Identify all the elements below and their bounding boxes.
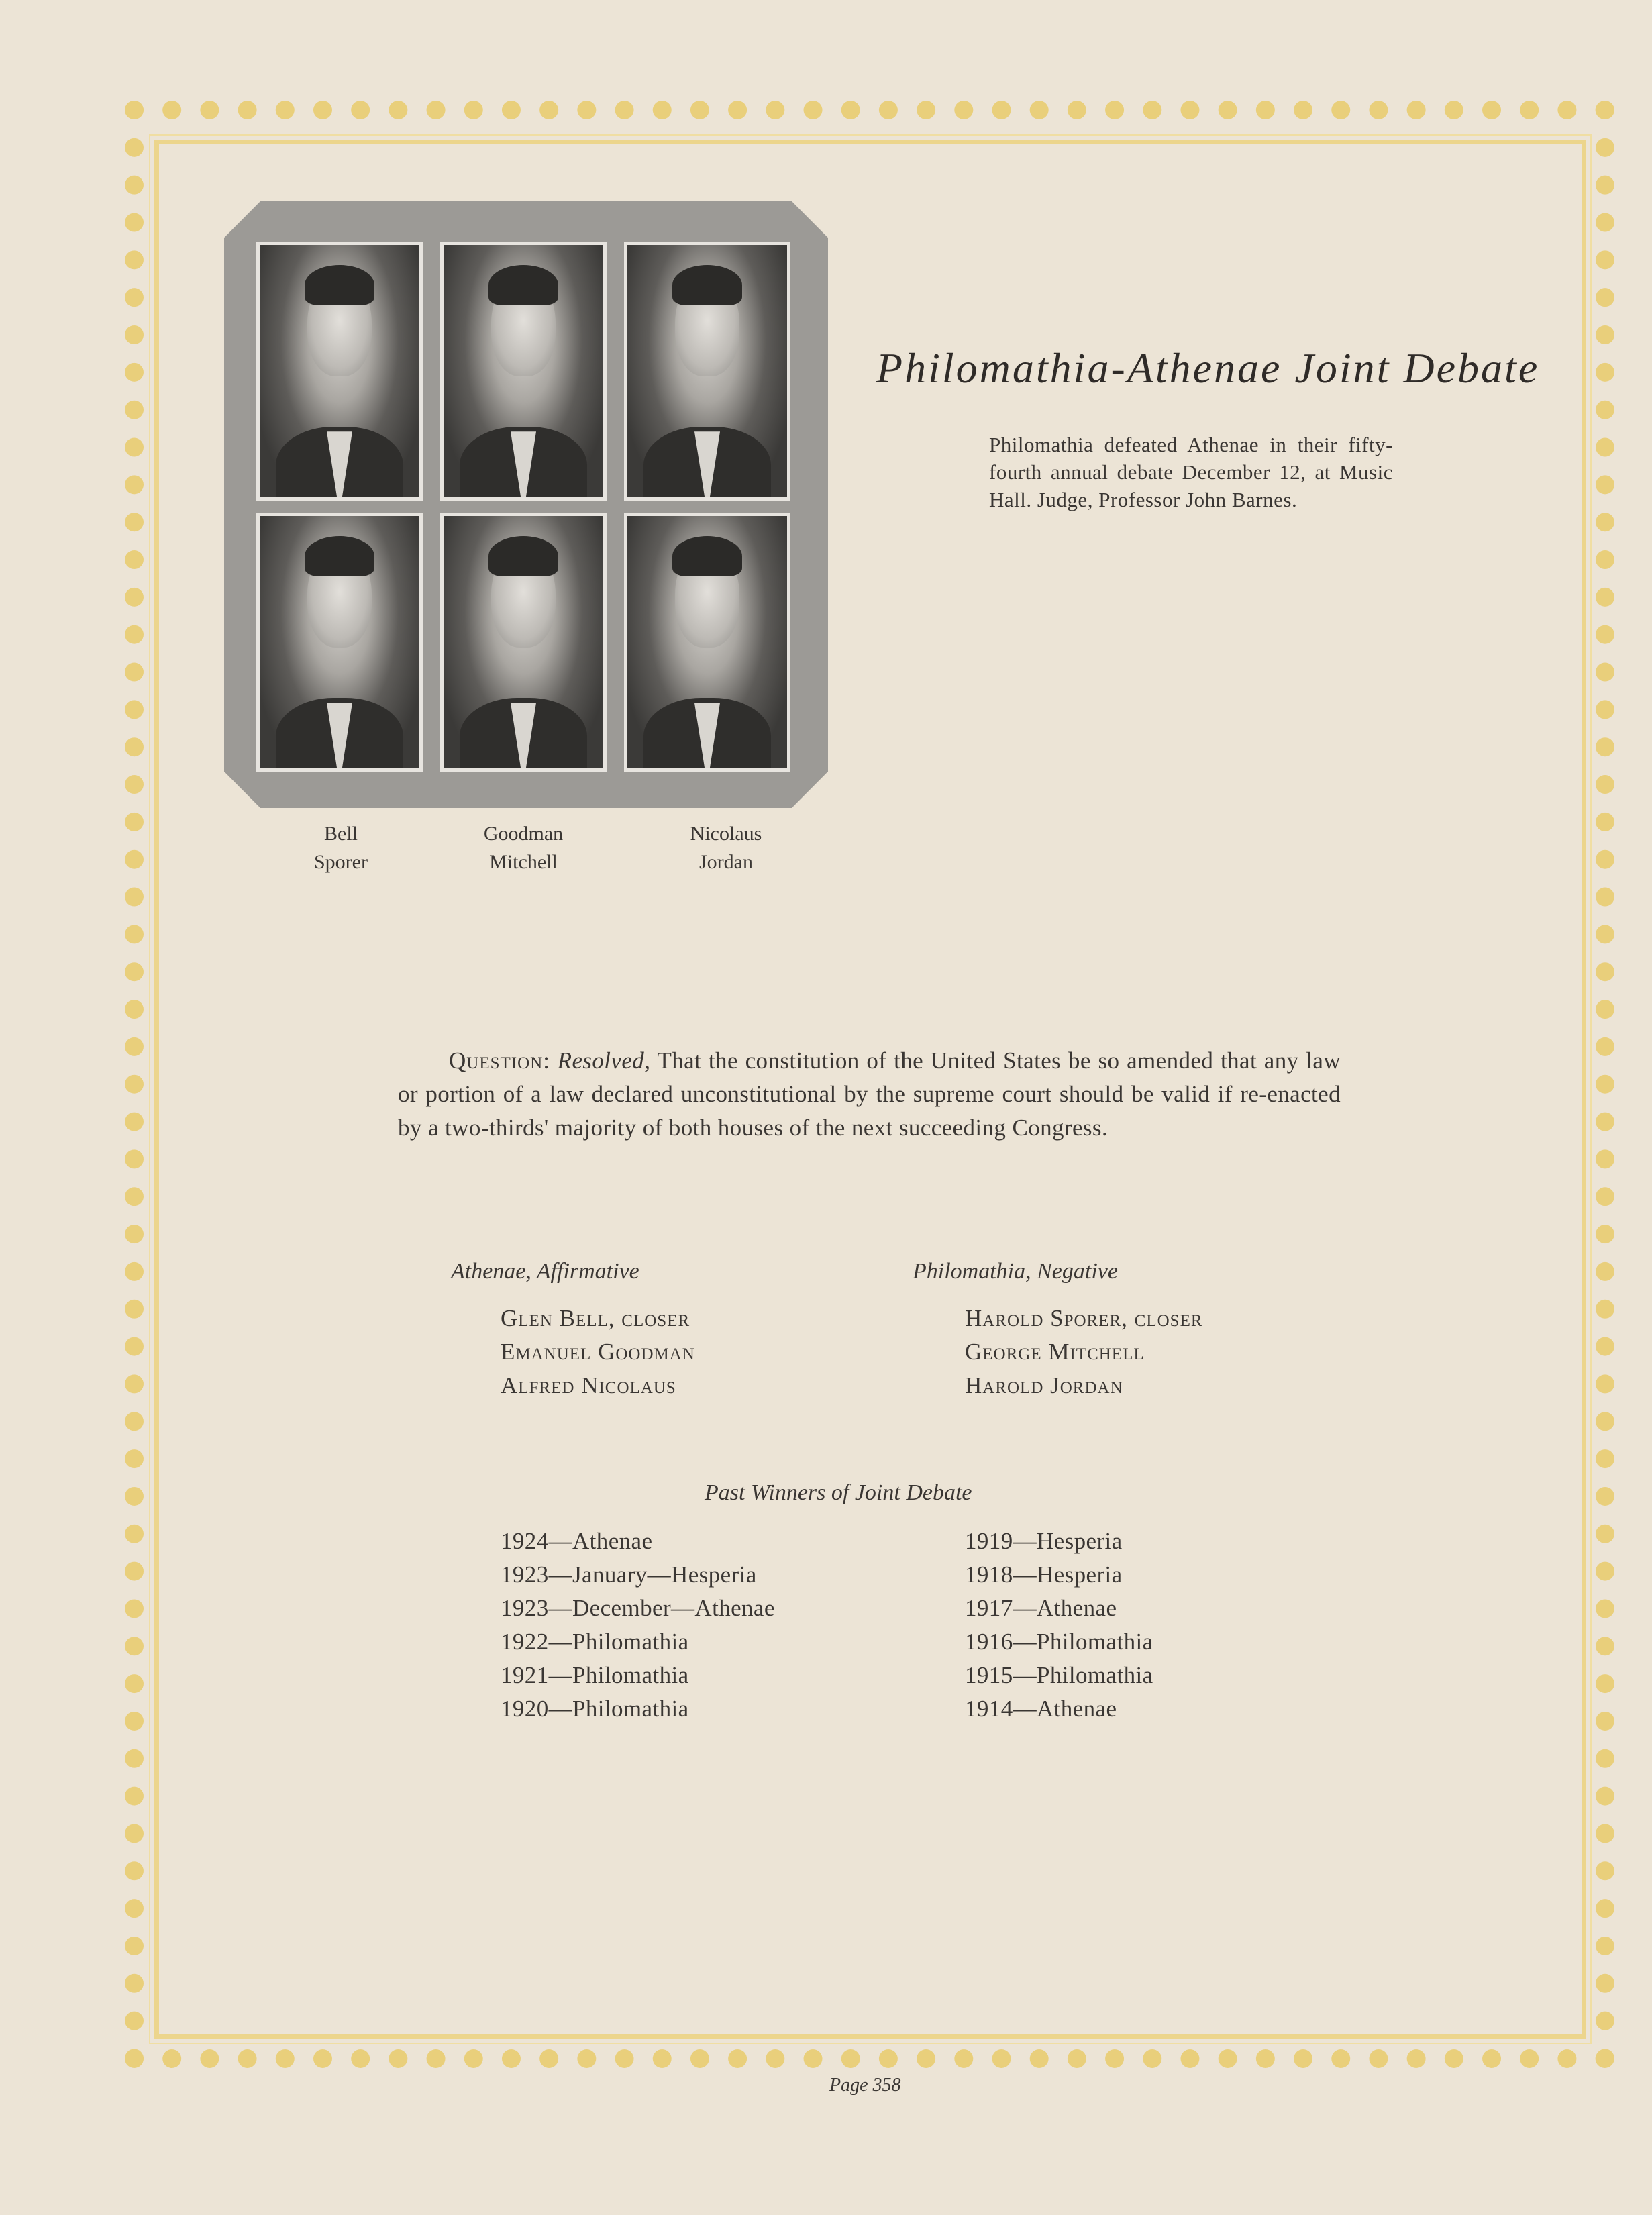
affirmative-member: Emanuel Goodman xyxy=(501,1339,695,1365)
affirmative-member: Glen Bell, closer xyxy=(501,1305,690,1331)
affirmative-heading: Athenae, Affirmative xyxy=(451,1259,639,1284)
winner-entry: 1921—Philomathia xyxy=(501,1662,689,1688)
affirmative-member: Alfred Nicolaus xyxy=(501,1372,676,1398)
winner-entry: 1923—January—Hesperia xyxy=(501,1561,757,1588)
photo-caption xyxy=(456,820,590,876)
portrait-photo xyxy=(624,242,790,501)
winner-entry: 1923—December—Athenae xyxy=(501,1595,775,1621)
past-winners-heading: Past Winners of Joint Debate xyxy=(705,1480,972,1505)
question-label: Question: xyxy=(449,1047,550,1074)
winner-entry: 1914—Athenae xyxy=(965,1696,1117,1722)
page-number: Page 358 xyxy=(829,2075,901,2096)
portrait-photo xyxy=(440,513,607,772)
winner-entry: 1917—Athenae xyxy=(965,1595,1117,1621)
negative-heading: Philomathia, Negative xyxy=(913,1259,1118,1284)
photo-caption xyxy=(659,820,793,876)
photo-caption xyxy=(274,820,408,876)
portrait-photo xyxy=(256,513,423,772)
resolved-label: Resolved, xyxy=(557,1047,651,1074)
caption-name: Goodman xyxy=(483,823,564,845)
caption-name: Bell xyxy=(324,823,358,845)
winner-entry: 1920—Philomathia xyxy=(501,1696,689,1722)
caption-name: Nicolaus xyxy=(690,823,762,845)
intro-paragraph: Philomathia defeated Athenae in their fifty-fourth annual debate December 12, at Music Hall. Judge, Professor John Barnes. xyxy=(989,433,1393,511)
negative-member: Harold Sporer, closer xyxy=(965,1305,1203,1331)
portrait-photo xyxy=(256,242,423,501)
winner-entry: 1918—Hesperia xyxy=(965,1561,1123,1588)
negative-member: Harold Jordan xyxy=(965,1372,1123,1398)
caption-name: Jordan xyxy=(699,851,753,873)
photo-plate xyxy=(224,201,828,808)
winner-entry: 1922—Philomathia xyxy=(501,1629,689,1655)
winner-entry: 1915—Philomathia xyxy=(965,1662,1153,1688)
question-text: That the constitution of the United States be so amended that any law or portion of a law declared unconstitutional by the supreme court should be valid if re-enacted by a two-thirds' majority of both houses of the next succeeding Congress. xyxy=(398,1047,1341,1141)
winner-entry: 1919—Hesperia xyxy=(965,1528,1123,1554)
winner-entry: 1916—Philomathia xyxy=(965,1629,1153,1655)
winner-entry: 1924—Athenae xyxy=(501,1528,653,1554)
portrait-photo xyxy=(624,513,790,772)
caption-name: Mitchell xyxy=(489,851,558,873)
page-title: Philomathia-Athenae Joint Debate xyxy=(876,344,1540,392)
portrait-photo xyxy=(440,242,607,501)
caption-name: Sporer xyxy=(314,851,368,873)
debate-question xyxy=(398,1044,1341,1145)
negative-member: George Mitchell xyxy=(965,1339,1145,1365)
